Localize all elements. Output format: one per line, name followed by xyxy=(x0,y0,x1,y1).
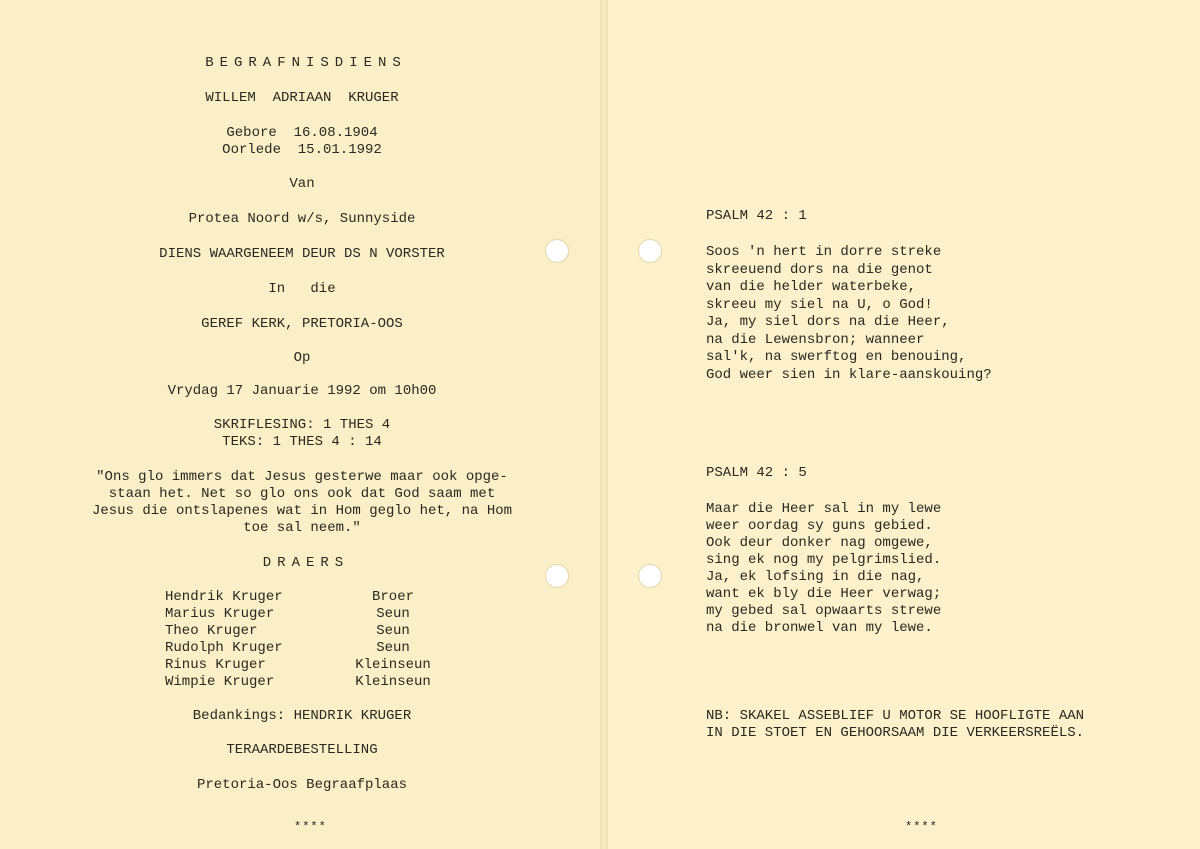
psalm-line: Maar die Heer sal in my lewe xyxy=(706,501,942,517)
end-stars: **** xyxy=(905,820,938,834)
punch-hole xyxy=(638,564,662,588)
thanks: Bedankings: HENDRIK KRUGER xyxy=(192,708,412,724)
bearer-name: Marius Kruger xyxy=(165,606,275,622)
bearer-relation: Seun xyxy=(376,640,410,656)
psalm-2-title: PSALM 42 : 5 xyxy=(706,465,807,481)
sermon-text: TEKS: 1 THES 4 : 14 xyxy=(222,434,382,450)
bearer-name: Hendrik Kruger xyxy=(165,589,283,605)
psalm-line: skreeu my siel na U, o God! xyxy=(706,296,933,313)
psalm-line: skreeuend dors na die genot xyxy=(706,261,933,278)
psalm-line: Ja, ek lofsing in die nag, xyxy=(706,569,925,585)
traffic-note-line: IN DIE STOET EN GEHOORSAAM DIE VERKEERSREËLS. xyxy=(706,725,1085,741)
van-label: Van xyxy=(289,176,315,192)
bearer-relation: Seun xyxy=(376,623,410,639)
in-die-label: In die xyxy=(268,281,336,297)
psalm-line: sing ek nog my pelgrimslied. xyxy=(706,552,942,568)
psalm-1-title: PSALM 42 : 1 xyxy=(706,208,807,224)
psalm-line: van die helder waterbeke, xyxy=(706,279,917,295)
burial-heading: TERAARDEBESTELLING xyxy=(226,742,378,758)
bearer-relation: Kleinseun xyxy=(355,674,431,690)
end-stars: **** xyxy=(294,820,327,834)
bearer-relation: Broer xyxy=(371,589,414,605)
psalm-line: sal'k, na swerftog en benouing, xyxy=(706,349,967,365)
service-leader: DIENS WAARGENEEM DEUR DS N VORSTER xyxy=(159,246,445,262)
cemetery: Pretoria-Oos Begraafplaas xyxy=(196,777,408,793)
heading: BEGRAFNISDIENS xyxy=(205,55,407,71)
psalm-line: na die bronwel van my lewe. xyxy=(706,620,933,636)
birth-date: Gebore 16.08.1904 xyxy=(226,125,378,141)
quote-line: Jesus die ontslapenes wat in Hom geglo het, na Hom xyxy=(91,503,513,519)
deceased-name: WILLEM ADRIAAN KRUGER xyxy=(205,90,399,106)
church: GEREF KERK, PRETORIA-OOS xyxy=(201,316,403,332)
psalm-line: my gebed sal opwaarts strewe xyxy=(706,603,942,619)
quote-line: staan het. Net so glo ons ook dat God saam met xyxy=(108,486,496,502)
residence: Protea Noord w/s, Sunnyside xyxy=(188,211,416,227)
bearer-name: Theo Kruger xyxy=(165,623,258,639)
psalm-line: Ja, my siel dors na die Heer, xyxy=(706,314,950,330)
scripture-reading: SKRIFLESING: 1 THES 4 xyxy=(213,417,391,433)
bearer-relation: Kleinseun xyxy=(355,657,431,673)
death-date: Oorlede 15.01.1992 xyxy=(222,142,382,158)
traffic-note-line: NB: SKAKEL ASSEBLIEF U MOTOR SE HOOFLIGTE AAN xyxy=(706,708,1085,724)
psalm-line: na die Lewensbron; wanneer xyxy=(706,331,925,348)
psalm-line: God weer sien in klare-aanskouing? xyxy=(706,366,992,383)
bearer-name: Rinus Kruger xyxy=(165,657,266,673)
quote-line: toe sal neem." xyxy=(243,520,361,536)
psalm-line: Soos 'n hert in dorre streke xyxy=(706,244,942,260)
bearers-heading: DRAERS xyxy=(262,555,350,571)
bearer-name: Rudolph Kruger xyxy=(165,640,283,656)
psalm-line: Ook deur donker nag omgewe, xyxy=(706,535,933,551)
bearer-relation: Seun xyxy=(376,606,410,622)
quote-line: "Ons glo immers dat Jesus gesterwe maar ook opge- xyxy=(96,469,508,485)
psalm-line: weer oordag sy guns gebied. xyxy=(706,518,933,534)
bearer-name: Wimpie Kruger xyxy=(165,674,275,690)
punch-hole xyxy=(638,239,662,263)
op-label: Op xyxy=(293,350,311,366)
psalm-line: want ek bly die Heer verwag; xyxy=(706,586,942,602)
service-date: Vrydag 17 Januarie 1992 om 10h00 xyxy=(167,383,437,399)
